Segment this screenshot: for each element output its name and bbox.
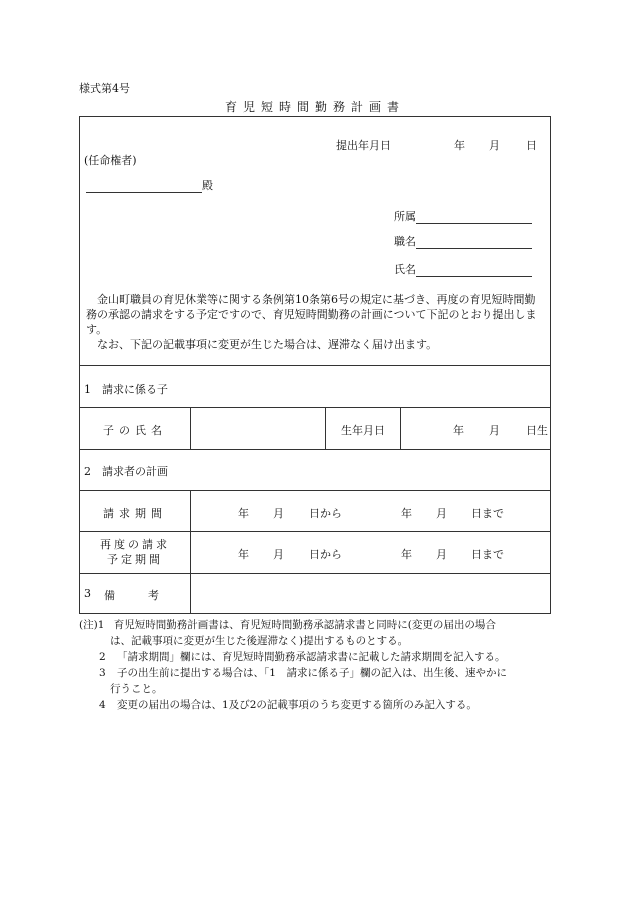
note-3-line-2: 行うこと。 <box>110 683 163 695</box>
form-frame <box>79 116 551 614</box>
request-end-day: 日まで <box>471 507 504 520</box>
form-number: 様式第4号 <box>79 82 130 95</box>
re-request-end-month: 月 <box>436 548 447 561</box>
addressee-field[interactable] <box>86 180 202 193</box>
request-end-month: 月 <box>436 507 447 520</box>
form-title: 育児短時間勤務計画書 <box>224 100 405 114</box>
submission-month-unit: 月 <box>489 139 500 152</box>
remarks-label: 備 考 <box>104 589 159 602</box>
note-1-line-1 <box>79 617 559 633</box>
request-period-label: 請求期間 <box>103 507 167 520</box>
re-request-period-label <box>80 537 190 567</box>
affiliation-field[interactable] <box>416 211 532 224</box>
child-name-field[interactable] <box>191 408 324 448</box>
note-3-text: 子の出生前に提出する場合は、「1 請求に係る子」欄の記入は、出生後、速やかに <box>117 667 507 679</box>
divider-child-row-bottom <box>80 449 550 450</box>
request-start-year: 年 <box>238 507 249 520</box>
note-4-text: 変更の届出の場合は、1及び2の記載事項のうち変更する箇所のみ記入する。 <box>117 699 477 711</box>
position-field[interactable] <box>416 236 532 249</box>
remarks-field[interactable] <box>191 574 551 614</box>
section3-number: 3 <box>84 587 91 600</box>
child-name-label: 子の氏名 <box>103 424 167 437</box>
note-1-line-2: は、記載事項に変更が生じた後遅滞なく)提出するものとする。 <box>110 635 409 647</box>
re-request-start-year: 年 <box>238 548 249 561</box>
note-2-text: 「請求期間」欄には、育児短時間勤務承認請求書に記載した請求期間を記入する。 <box>117 651 506 663</box>
submission-day-unit: 日 <box>526 139 537 152</box>
name-label: 氏名 <box>394 263 416 276</box>
note-1-text: 育児短時間勤務計画書は、育児短時間勤務承認請求書と同時に(変更の届出の場合 <box>113 619 496 631</box>
divider-section1 <box>80 365 550 366</box>
statement-paragraph-2: なお、下記の記載事項に変更が生じた場合は、遅滞なく届け出ます。 <box>97 338 438 351</box>
honorific: 殿 <box>202 179 213 192</box>
note-2 <box>79 649 559 665</box>
re-request-label-line2: 予定期間 <box>107 553 163 566</box>
re-request-start-month: 月 <box>273 548 284 561</box>
addressee-line[interactable] <box>86 177 213 193</box>
note-4-number: 4 <box>99 699 106 711</box>
note-3-line-1 <box>79 665 559 681</box>
name-row[interactable] <box>394 261 532 277</box>
birth-date-label: 生年月日 <box>341 424 385 437</box>
birth-day-unit: 日生 <box>526 424 548 437</box>
statement-paragraph-1: 金山町職員の育児休業等に関する条例第10条第6号の規定に基づき、再度の育児短時間勤務の承認の請求をする予定ですので、育児短時間勤務の計画について下記のとおり提出します。 <box>86 293 537 336</box>
re-request-end-day: 日まで <box>471 548 504 561</box>
affiliation-row[interactable] <box>394 208 532 224</box>
section2-heading: 2 請求者の計画 <box>84 465 168 478</box>
position-row[interactable] <box>394 233 532 249</box>
appointer-label: (任命権者) <box>84 154 137 167</box>
note-3-number: 3 <box>99 667 106 679</box>
birth-year-unit: 年 <box>453 424 464 437</box>
section1-heading: 1 請求に係る子 <box>84 383 168 396</box>
re-request-end-year: 年 <box>401 548 412 561</box>
request-end-year: 年 <box>401 507 412 520</box>
note-2-number: 2 <box>99 651 106 663</box>
affiliation-label: 所属 <box>394 210 416 223</box>
re-request-start-day: 日から <box>309 548 342 561</box>
request-start-month: 月 <box>273 507 284 520</box>
request-start-day: 日から <box>309 507 342 520</box>
position-label: 職名 <box>394 235 416 248</box>
birth-month-unit: 月 <box>489 424 500 437</box>
notes <box>79 617 559 713</box>
submission-year-unit: 年 <box>454 139 465 152</box>
name-field[interactable] <box>416 264 532 277</box>
submission-date-label: 提出年月日 <box>336 139 391 152</box>
notes-prefix: (注)1 <box>79 619 105 631</box>
re-request-label-line1: 再度の請求 <box>100 538 170 551</box>
note-4 <box>79 697 559 713</box>
